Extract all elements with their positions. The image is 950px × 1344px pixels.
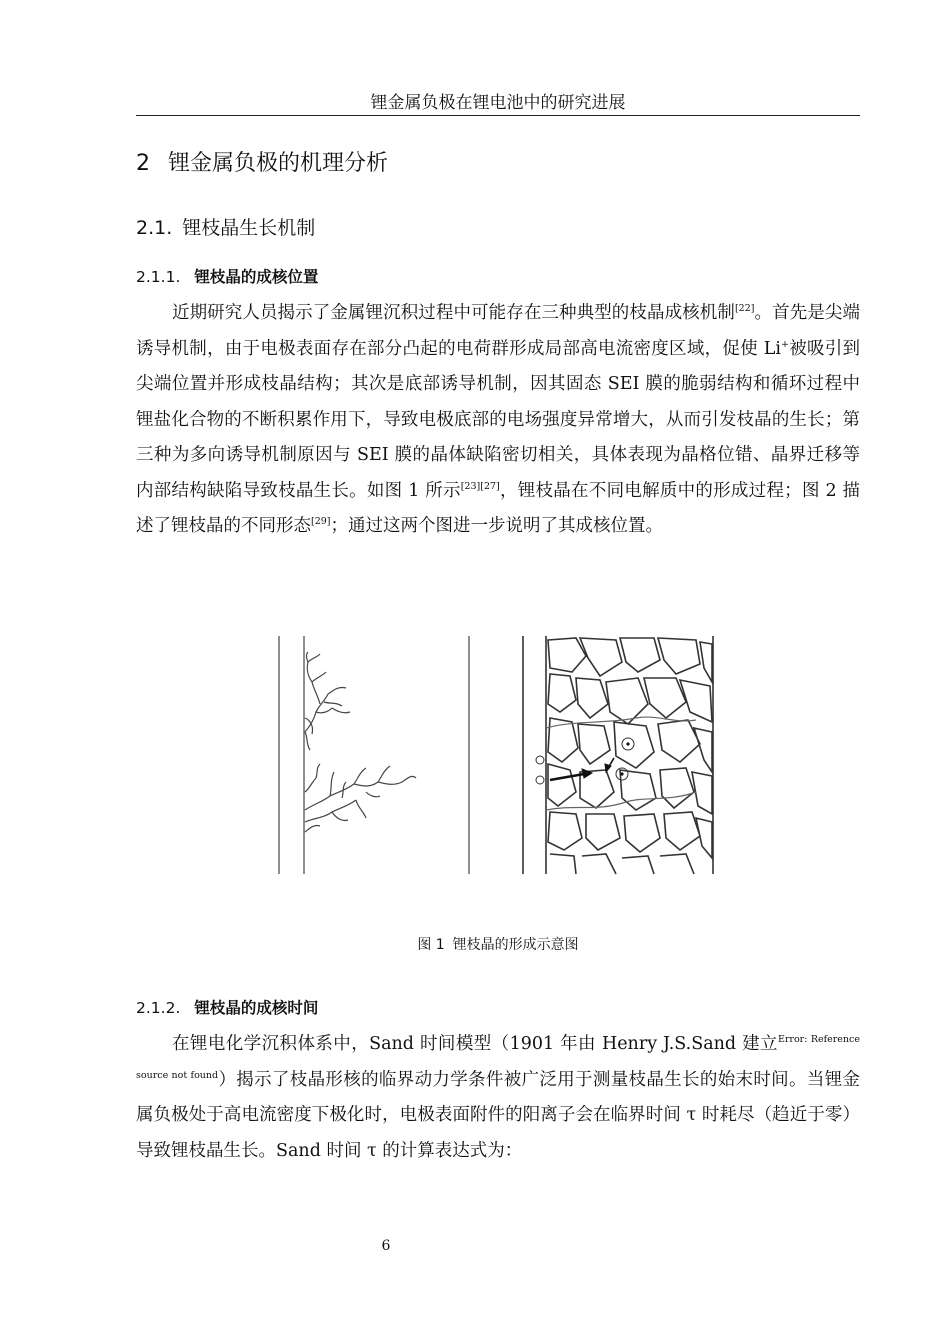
dendrite-lower — [305, 764, 416, 832]
left-panel — [279, 636, 469, 874]
section-heading — [136, 150, 388, 178]
page-number: 6 — [381, 1238, 391, 1254]
text-run: 在锂电化学沉积体系中，Sand 时间模型（1901 年由 Henry J.S.Sand 建立 — [172, 1034, 778, 1054]
ion-circle-icon — [536, 756, 544, 764]
solid-electrolyte-grains — [548, 638, 712, 874]
figure-dendrite-schematic — [276, 632, 716, 876]
text-run: 被吸引到尖端位置并形成枝晶结构；其次是底部诱导机制，因其固态 SEI 膜的脆弱结构和循环过程中锂盐化合物的不断积累作用下，导致电极底部的电场强度异常增大，从而引发枝晶的生长；第三种为多向诱导机制原因与 SEI 膜的晶体缺陷密切相关，具体表现为晶格位错、晶界迁移等内部结构缺陷导致枝晶生长。如图 1 所示 — [136, 338, 860, 501]
paragraph-nucleation-time — [136, 1027, 860, 1169]
subsubsection-number: 2.1.1. — [136, 268, 181, 286]
arrows — [550, 758, 614, 780]
citation[interactable]: [27] — [480, 480, 500, 492]
arrowhead-icon — [582, 769, 592, 778]
arrowhead-icon — [605, 764, 611, 772]
subsection-heading — [136, 216, 315, 240]
figure-caption-text: 锂枝晶的形成示意图 — [452, 937, 579, 953]
subsection-title: 锂枝晶生长机制 — [182, 217, 316, 239]
section-number: 2 — [136, 151, 150, 176]
dendrite-upper — [305, 652, 350, 750]
ion-circle-icon — [536, 776, 544, 784]
nucleus-dot — [620, 772, 623, 775]
text-run: 近期研究人员揭示了金属锂沉积过程中可能存在三种典型的枝晶成核机制 — [172, 303, 735, 323]
right-panel — [523, 636, 713, 874]
reference-error-note: Error: Reference source not found — [136, 1034, 860, 1081]
text-run: ，锂枝晶在不同电解质中的形成过程；图 2 描述了锂枝晶的不同形态 — [136, 480, 860, 536]
subsubsection-number: 2.1.2. — [136, 999, 181, 1017]
citation[interactable]: [23] — [460, 480, 481, 492]
citation[interactable]: [22] — [734, 303, 755, 314]
dendrite-schematic-drawing — [276, 632, 716, 876]
figure-caption — [136, 936, 860, 954]
subsection-number: 2.1. — [136, 217, 173, 239]
header-rule — [136, 115, 860, 116]
figure-number: 图 1 — [417, 937, 445, 953]
superscript-plus: + — [780, 338, 789, 350]
section-title: 锂金属负极的机理分析 — [168, 151, 389, 176]
subsubsection-heading-nucleation-site — [136, 267, 318, 287]
text-run: ；通过这两个图进一步说明了其成核位置。 — [330, 516, 664, 536]
subsubsection-title: 锂枝晶的成核位置 — [194, 268, 319, 286]
subsubsection-title: 锂枝晶的成核时间 — [194, 999, 319, 1017]
grain-boundary-dendrite — [546, 717, 696, 810]
text-run: 。首先是尖端诱导机制，由于电极表面存在部分凸起的电荷群形成局部高电流密度区域，促使 Li — [136, 303, 861, 359]
nucleus-dot — [626, 742, 629, 745]
subsubsection-heading-nucleation-time — [136, 998, 318, 1018]
text-run: ）揭示了枝晶形核的临界动力学条件被广泛用于测量枝晶生长的始末时间。当锂金属负极处于高电流密度下极化时，电极表面附件的阳离子会在临界时间 τ 时耗尽（趋近于零）导致锂枝晶生长。Sand 时间 τ 的计算表达式为： — [136, 1069, 860, 1161]
paragraph-nucleation-site — [136, 296, 860, 545]
arrow-right-icon — [550, 774, 584, 780]
running-header: 锂金属负极在锂电池中的研究进展 — [370, 93, 626, 113]
citation[interactable]: [29] — [311, 516, 331, 527]
